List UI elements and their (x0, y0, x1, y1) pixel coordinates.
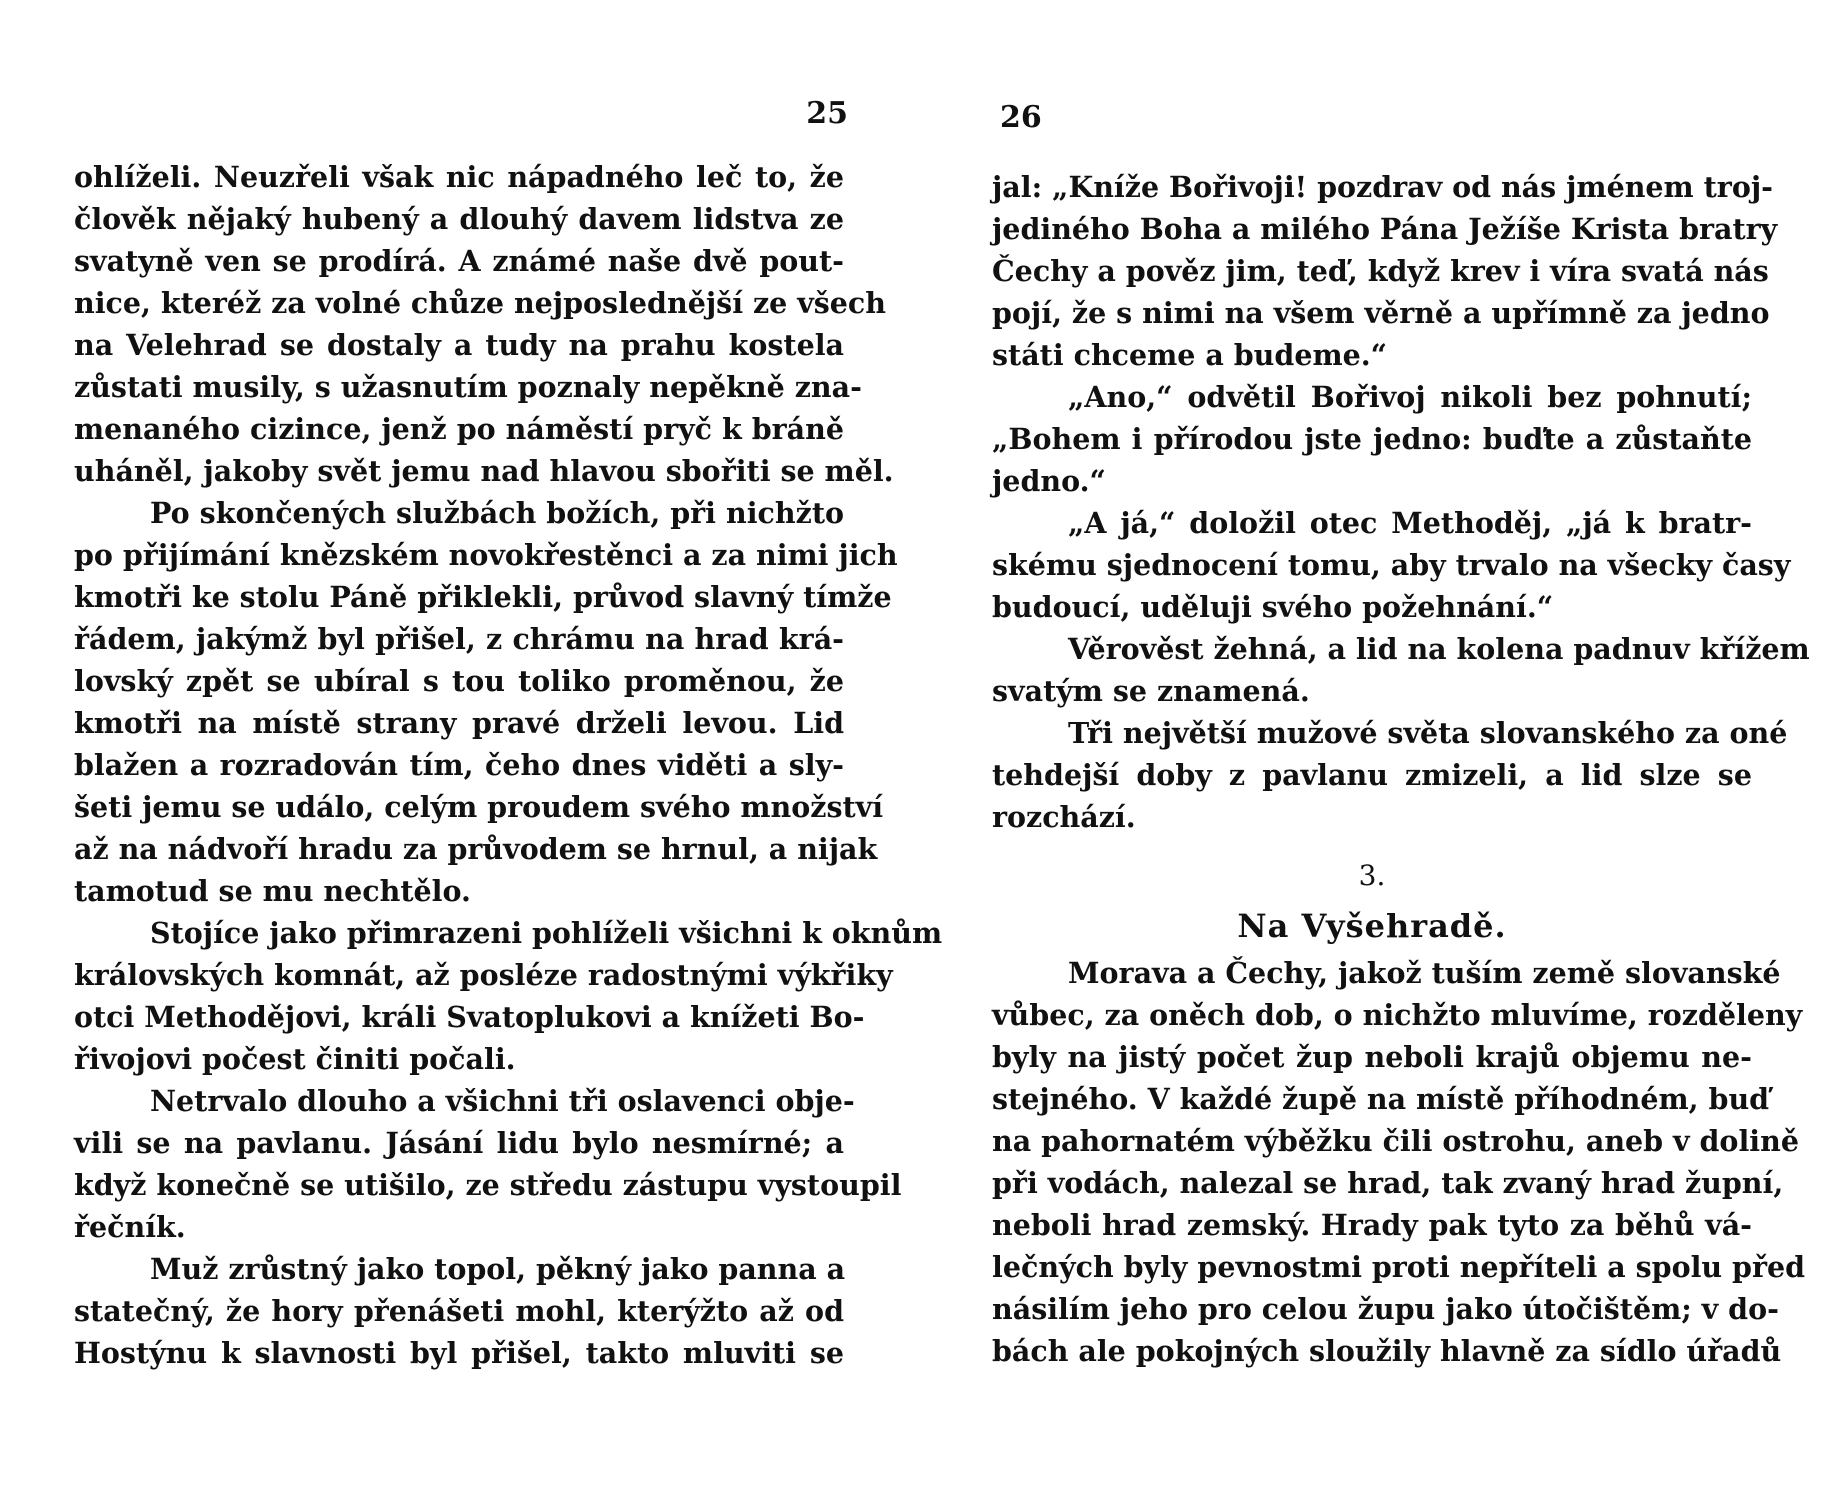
text-line: jedno.“ (992, 464, 1106, 498)
section-title: Na Vyšehradě. (1237, 907, 1507, 945)
text-line: statečný, že hory přenášeti mohl, kterýžto až od (74, 1294, 844, 1328)
text-line: tehdejší doby z pavlanu zmizeli, a lid slze se (992, 758, 1752, 792)
text-line: na pahornatém výběžku čili ostrohu, aneb v dolině (992, 1124, 1799, 1158)
text-line: tamotud se mu nechtělo. (74, 874, 471, 908)
text-line: řivojovi počest činiti počali. (74, 1042, 516, 1076)
text-line: bách ale pokojných sloužily hlavně za sídlo úřadů (992, 1334, 1782, 1368)
text-line: státi chceme a budeme.“ (992, 338, 1388, 372)
section-number: 3. (1358, 859, 1386, 892)
text-line: Netrvalo dlouho a všichni tři oslavenci obje- (150, 1084, 855, 1118)
text-line: šeti jemu se událo, celým proudem svého množství (74, 790, 884, 824)
text-line: zůstati musily, s užasnutím poznaly nepěkně zna- (74, 370, 862, 404)
text-line: otci Methodějovi, králi Svatoplukovi a knížeti Bo- (74, 1000, 865, 1034)
text-line: na Velehrad se dostaly a tudy na prahu kostela (74, 328, 844, 362)
left-page (74, 0, 943, 1500)
page-number: 26 (1000, 100, 1042, 135)
text-line: až na nádvoří hradu za průvodem se hrnul, a nijak (74, 832, 878, 866)
text-line: svatyně ven se prodírá. A známé naše dvě pout- (74, 244, 844, 278)
text-line: Morava a Čechy, jakož tuším země slovanské (1068, 956, 1781, 990)
text-line: rozchází. (992, 800, 1136, 834)
text-line: lečných byly pevnostmi proti nepříteli a spolu před (992, 1250, 1806, 1284)
text-line: Muž zrůstný jako topol, pěkný jako panna a (150, 1252, 846, 1286)
text-line: ohlíželi. Neuzřeli však nic nápadného leč to, že (74, 160, 844, 194)
text-line: blažen a rozradován tím, čeho dnes viděti a sly- (74, 748, 844, 782)
text-line: při vodách, nalezal se hrad, tak zvaný hrad župní, (992, 1166, 1784, 1200)
text-line: vili se na pavlanu. Jásání lidu bylo nesmírné; a (74, 1126, 844, 1160)
text-line: lovský zpět se ubíral s tou toliko proměnou, že (74, 664, 844, 698)
text-line: vůbec, za oněch dob, o nichžto mluvíme, rozděleny (992, 998, 1803, 1032)
text-line: řádem, jakýmž byl přišel, z chrámu na hrad krá- (74, 622, 844, 656)
text-line: Čechy a pověz jim, teď, když krev i víra svatá nás (992, 254, 1769, 288)
text-line: řečník. (74, 1210, 186, 1244)
text-line: skému sjednocení tomu, aby trvalo na všecky časy (992, 548, 1791, 582)
text-line: jediného Boha a milého Pána Ježíše Krista bratry (992, 212, 1778, 246)
text-line: kmotři na místě strany pravé drželi levou. Lid (74, 706, 844, 740)
text-line: Věrověst žehná, a lid na kolena padnuv křížem (1068, 632, 1810, 666)
text-line: „Bohem i přírodou jste jedno: buďte a zůstaňte (992, 422, 1752, 456)
text-line: když konečně se utišilo, ze středu zástupu vystoupil (74, 1168, 902, 1202)
text-line: stejného. V každé župě na místě příhodném, buď (992, 1082, 1770, 1116)
text-line: pojí, že s nimi na všem věrně a upřímně za jedno (992, 296, 1770, 330)
text-line: „A já,“ doložil otec Methoděj, „já k bratr- (1068, 506, 1752, 540)
text-line: násilím jeho pro celou župu jako útočištěm; v do- (992, 1292, 1779, 1326)
right-page (992, 0, 1810, 1500)
text-line: Hostýnu k slavnosti byl přišel, takto mluviti se (74, 1336, 844, 1370)
text-line: nice, kteréž za volné chůze nejposlednější ze všech (74, 286, 886, 320)
page-number: 25 (806, 96, 848, 131)
text-line: Po skončených službách božích, při nichžto (150, 496, 844, 530)
page-body (992, 166, 1810, 1372)
text-line: po přijímání knězském novokřestěnci a za nimi jich (74, 538, 898, 572)
text-line: menaného cizince, jenž po náměstí pryč k bráně (74, 412, 844, 446)
text-line: kmotři ke stolu Páně přiklekli, průvod slavný tímže (74, 580, 892, 614)
text-line: budoucí, uděluji svého požehnání.“ (992, 590, 1554, 624)
text-line: jal: „Kníže Bořivoji! pozdrav od nás jménem troj- (992, 170, 1773, 204)
text-line: Tři největší mužové světa slovanského za oné (1068, 716, 1788, 750)
text-line: Stojíce jako přimrazeni pohlíželi všichni k oknům (150, 916, 943, 950)
text-line: neboli hrad zemský. Hrady pak tyto za běhů vá- (992, 1208, 1752, 1242)
page-body (74, 156, 943, 1374)
text-line: „Ano,“ odvětil Bořivoj nikoli bez pohnutí; (1068, 380, 1752, 414)
text-line: byly na jistý počet žup neboli krajů objemu ne- (992, 1040, 1752, 1074)
text-line: uháněl, jakoby svět jemu nad hlavou sbořiti se měl. (74, 454, 894, 488)
text-line: královských komnát, až posléze radostnými výkřiky (74, 958, 893, 992)
text-line: svatým se znamená. (992, 674, 1310, 708)
text-line: člověk nějaký hubený a dlouhý davem lidstva ze (74, 202, 844, 236)
